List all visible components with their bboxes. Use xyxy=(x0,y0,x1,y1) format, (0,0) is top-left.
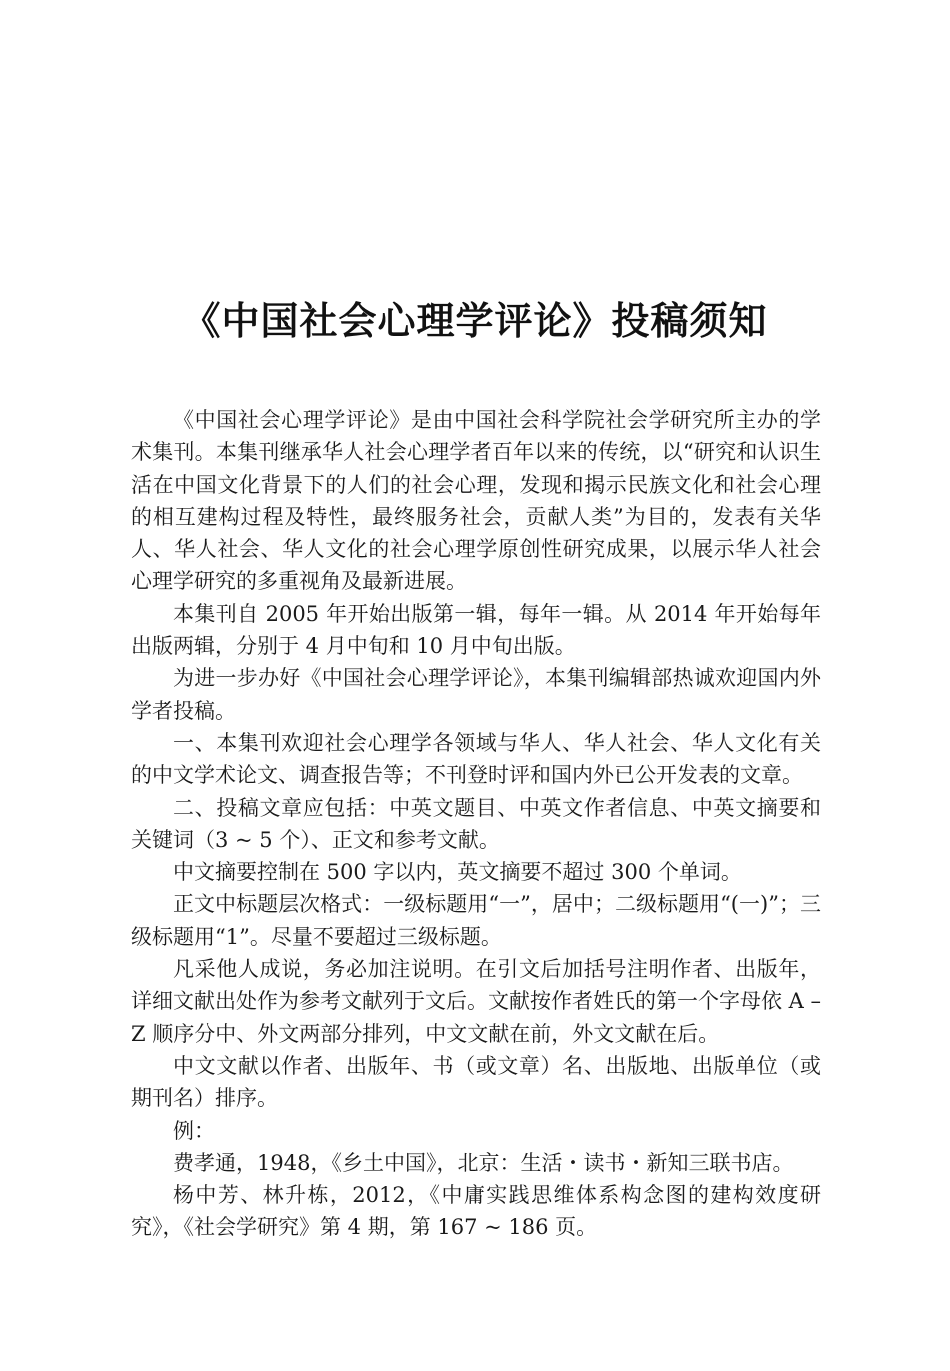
paragraph-abstract-length: 中文摘要控制在 500 字以内，英文摘要不超过 300 个单词。 xyxy=(173,860,742,885)
paragraph-example-reference-book: 费孝通，1948，《乡土中国》，北京：生活・读书・新知三联书店。 xyxy=(173,1150,794,1175)
paragraph-example-reference-article: 杨中芳、林升栋，2012，《中庸实践思维体系构念图的建构效度研究》，《社会学研究》第 4 期，第 167 ~ 186 页。 xyxy=(131,1183,821,1240)
paragraph-heading-format: 正文中标题层次格式：一级标题用“一”，居中；二级标题用“(一)”；三级标题用“1”。尽量不要超过三级标题。 xyxy=(131,892,821,949)
paragraph-intro: 《中国社会心理学评论》是由中国社会科学院社会学研究所主办的学术集刊。本集刊继承华人社会心理学者百年以来的传统，以“研究和认识生活在中国文化背景下的人们的社会心理，发现和揭示民族文化和社会心理的相互建构过程及特性，最终服务社会，贡献人类”为目的，发表有关华人、华人社会、华人文化的社会心理学原创性研究成果，以展示华人社会心理学研究的多重视角及最新进展。 xyxy=(131,408,821,594)
body-text xyxy=(131,404,821,1244)
paragraph-chinese-reference-order: 中文文献以作者、出版年、书（或文章）名、出版地、出版单位（或期刊名）排序。 xyxy=(131,1053,821,1111)
paragraph-rule-2-components: 二、投稿文章应包括：中英文题目、中英文作者信息、中英文摘要和关键词（3 ~ 5 个）、正文和参考文献。 xyxy=(131,795,821,852)
paragraph-publication-schedule: 本集刊自 2005 年开始出版第一辑，每年一辑。从 2014 年开始每年出版两辑，分别于 4 月中旬和 10 月中旬出版。 xyxy=(131,601,821,659)
paragraph-call-for-papers: 为进一步办好《中国社会心理学评论》，本集刊编辑部热诚欢迎国内外学者投稿。 xyxy=(131,666,821,723)
page-title: 《中国社会心理学评论》投稿须知 xyxy=(182,299,768,343)
paragraph-example-label: 例： xyxy=(173,1118,215,1143)
paragraph-citation-rules: 凡采他人成说，务必加注说明。在引文后加括号注明作者、出版年，详细文献出处作为参考文献列于文后。文献按作者姓氏的第一个字母依 A – Z 顺序分中、外文两部分排列，中文文献在前，外文文献在后。 xyxy=(131,957,822,1046)
paragraph-rule-1-scope: 一、本集刊欢迎社会心理学各领域与华人、华人社会、华人文化有关的中文学术论文、调查报告等；不刊登时评和国内外已公开发表的文章。 xyxy=(131,730,821,788)
